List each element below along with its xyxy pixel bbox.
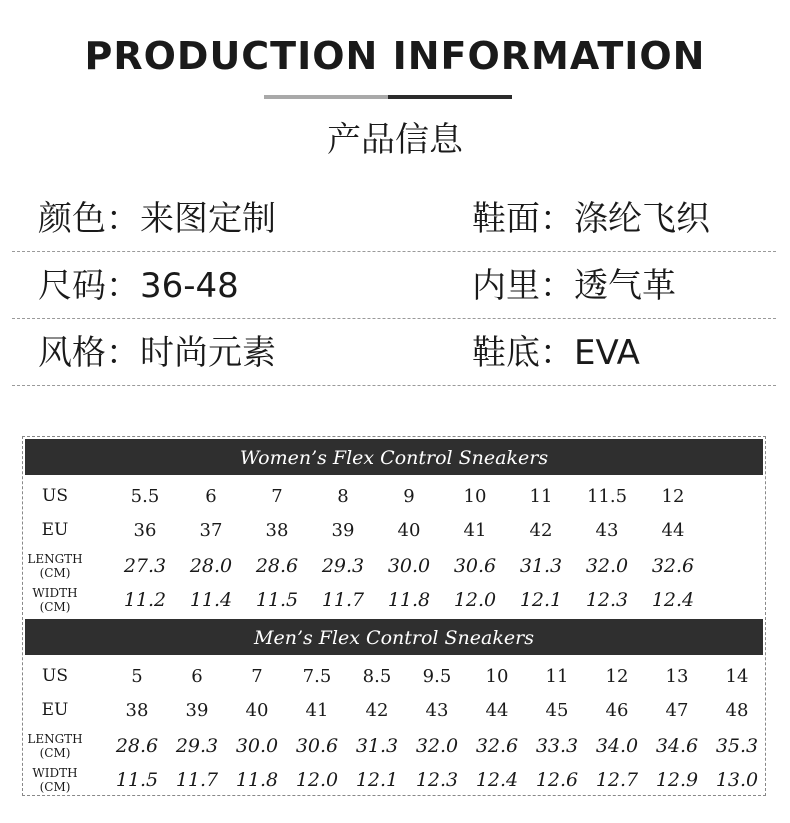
men-width-value: 11.8 [235,769,279,791]
women-us-value: 9 [403,486,415,507]
men-length-value: 34.6 [655,735,699,757]
men-us-value: 5 [131,666,143,687]
men-length-value: 28.6 [115,735,159,757]
men-size-header: Men’s Flex Control Sneakers [25,619,763,655]
title-underline-dark [388,95,512,99]
men-width-value: 11.5 [115,769,159,791]
women-us-value: 12 [661,486,685,507]
men-us-value: 10 [485,666,509,687]
women-us-value: 8 [337,486,349,507]
women-eu-value: 39 [331,520,355,541]
info-upper: 鞋面：涤纶飞织 [472,199,710,239]
men-length-value: 31.3 [355,735,399,757]
women-length-row [23,549,767,584]
women-length-value: 27.3 [123,555,167,577]
women-us-value: 11 [529,486,553,507]
info-row [12,253,776,319]
women-us-value: 10 [463,486,487,507]
men-us-label: US [42,666,68,686]
men-eu-value: 45 [545,700,569,721]
women-width-value: 11.2 [123,589,167,611]
men-width-value: 12.0 [295,769,339,791]
women-width-value: 11.8 [387,589,431,611]
women-us-label: US [42,486,68,506]
men-length-row [23,729,767,764]
men-us-value: 7 [251,666,263,687]
women-us-value: 7 [271,486,283,507]
women-width-value: 12.1 [519,589,563,611]
men-length-value: 30.6 [295,735,339,757]
women-length-value: 29.3 [321,555,365,577]
women-length-value: 30.0 [387,555,431,577]
men-eu-value: 41 [305,700,329,721]
women-eu-value: 38 [265,520,289,541]
men-us-value: 13 [665,666,689,687]
men-width-value: 12.6 [535,769,579,791]
women-width-row [23,583,767,618]
men-width-value: 12.3 [415,769,459,791]
women-length-value: 28.0 [189,555,233,577]
divider [12,251,776,252]
women-width-value: 12.4 [651,589,695,611]
women-us-value: 5.5 [130,486,160,507]
men-eu-value: 48 [725,700,749,721]
divider [12,385,776,386]
men-eu-value: 46 [605,700,629,721]
women-eu-value: 44 [661,520,685,541]
women-width-value: 12.3 [585,589,629,611]
men-width-label: WIDTH (CM) [32,766,78,794]
info-size: 尺码：36-48 [38,266,239,306]
women-width-value: 11.4 [189,589,233,611]
men-eu-value: 42 [365,700,389,721]
page-subtitle: 产品信息 [327,120,463,160]
men-us-value: 7.5 [302,666,332,687]
men-eu-value: 40 [245,700,269,721]
men-length-value: 32.6 [475,735,519,757]
women-eu-value: 36 [133,520,157,541]
men-width-value: 12.9 [655,769,699,791]
men-length-value: 35.3 [715,735,759,757]
men-width-value: 11.7 [175,769,219,791]
men-eu-value: 43 [425,700,449,721]
women-us-value: 11.5 [586,486,628,507]
men-length-value: 32.0 [415,735,459,757]
women-eu-row [23,513,767,548]
women-us-row [23,479,767,514]
women-width-label: WIDTH (CM) [32,586,78,614]
women-eu-label: EU [41,520,69,540]
women-eu-value: 41 [463,520,487,541]
women-length-value: 32.6 [651,555,695,577]
men-length-value: 34.0 [595,735,639,757]
women-eu-value: 43 [595,520,619,541]
women-length-value: 28.6 [255,555,299,577]
info-sole: 鞋底：EVA [472,333,640,373]
women-eu-value: 40 [397,520,421,541]
men-us-value: 12 [605,666,629,687]
women-eu-value: 37 [199,520,223,541]
men-width-value: 12.7 [595,769,639,791]
info-row [12,186,776,252]
men-us-value: 11 [545,666,569,687]
women-width-value: 12.0 [453,589,497,611]
men-width-value: 12.4 [475,769,519,791]
men-length-value: 29.3 [175,735,219,757]
men-us-value: 6 [191,666,203,687]
divider [12,318,776,319]
info-lining: 内里：透气革 [472,266,676,306]
women-length-value: 30.6 [453,555,497,577]
men-length-value: 30.0 [235,735,279,757]
men-width-value: 13.0 [715,769,759,791]
men-us-row [23,659,767,694]
men-length-value: 33.3 [535,735,579,757]
men-width-value: 12.1 [355,769,399,791]
men-eu-value: 39 [185,700,209,721]
page-title: PRODUCTION INFORMATION [84,34,706,78]
women-length-label: LENGTH (CM) [27,552,83,580]
men-eu-label: EU [41,700,69,720]
women-eu-value: 42 [529,520,553,541]
women-width-value: 11.7 [321,589,365,611]
info-color: 颜色：来图定制 [38,199,276,239]
men-eu-row [23,693,767,728]
women-size-header: Women’s Flex Control Sneakers [25,439,763,475]
men-us-value: 8.5 [362,666,392,687]
info-row [12,320,776,386]
men-eu-value: 47 [665,700,689,721]
men-length-label: LENGTH (CM) [27,732,83,760]
men-us-value: 14 [725,666,749,687]
title-underline-light [264,95,388,99]
women-width-value: 11.5 [255,589,299,611]
info-style: 风格：时尚元素 [38,333,276,373]
men-us-value: 9.5 [422,666,452,687]
men-width-row [23,763,767,798]
women-us-value: 6 [205,486,217,507]
men-eu-value: 44 [485,700,509,721]
men-eu-value: 38 [125,700,149,721]
women-length-value: 32.0 [585,555,629,577]
women-length-value: 31.3 [519,555,563,577]
size-table [22,436,766,796]
